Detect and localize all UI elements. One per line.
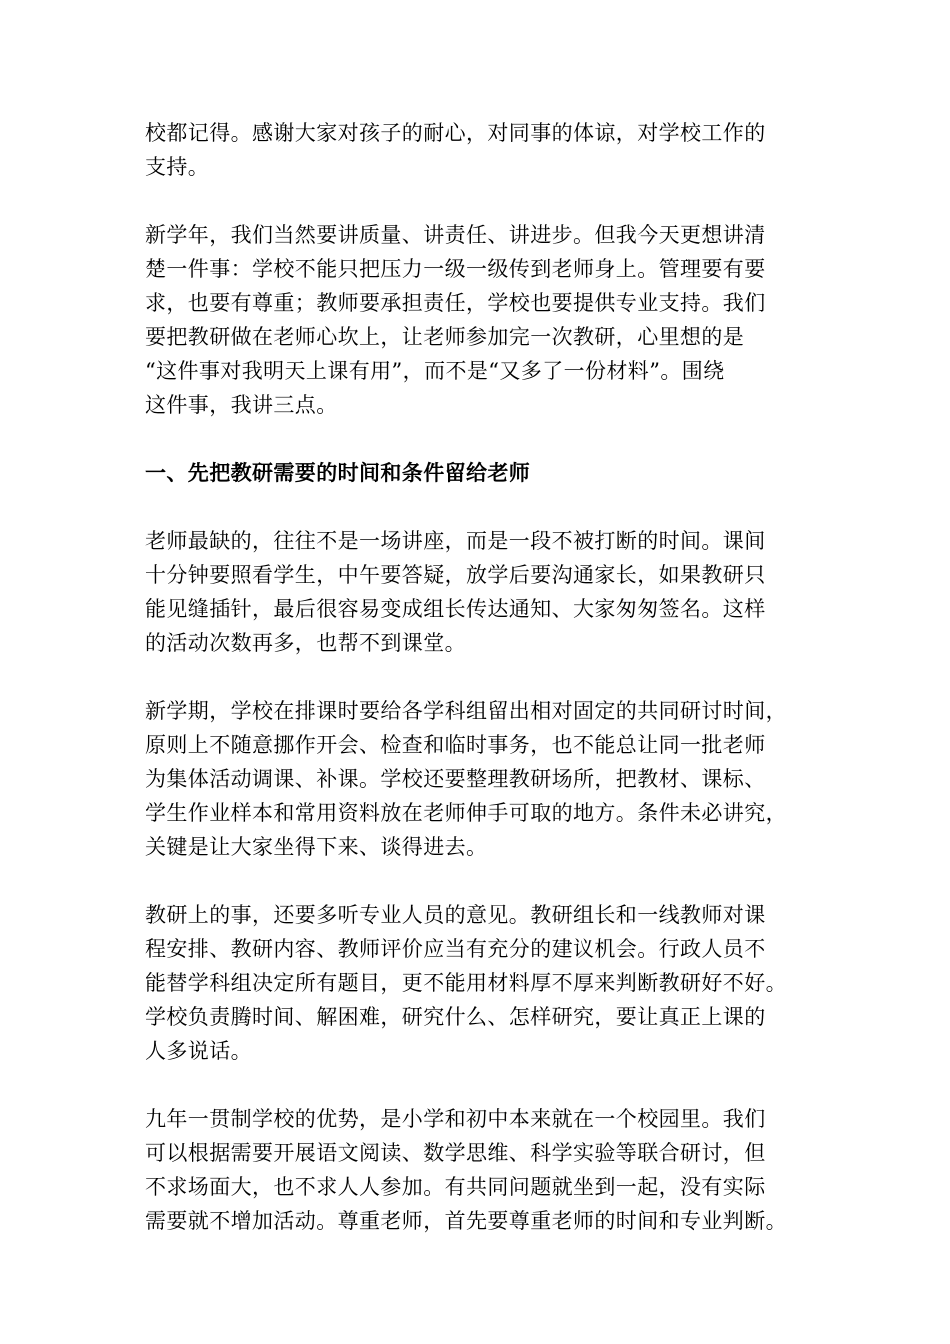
paragraph [145, 524, 810, 660]
text-line: 程安排、教研内容、教师评价应当有充分的建议机会。行政人员不 [145, 937, 766, 961]
text-line: 的活动次数再多，也帮不到课堂。 [145, 631, 466, 655]
text-line: 十分钟要照看学生，中午要答疑，放学后要沟通家长，如果教研只 [145, 563, 766, 587]
paragraph [145, 218, 810, 422]
text-line: 关键是让大家坐得下来、谈得进去。 [145, 835, 488, 859]
section-heading [145, 456, 810, 490]
text-line: 能见缝插针，最后很容易变成组长传达通知、大家匆匆签名。这样 [145, 597, 766, 621]
text-line: 能替学科组决定所有题目，更不能用材料厚不厚来判断教研好不好。 [145, 971, 787, 995]
text-line: 新学期，学校在排课时要给各学科组留出相对固定的共同研讨时间， [145, 699, 787, 723]
text-line: “这件事对我明天上课有用”，而不是“又多了一份材料”。围绕 [145, 359, 725, 383]
text-line: 老师最缺的，往往不是一场讲座，而是一段不被打断的时间。课间 [145, 529, 766, 553]
text-line: 校都记得。感谢大家对孩子的耐心，对同事的体谅，对学校工作的 [145, 121, 766, 145]
text-line: 楚一件事：学校不能只把压力一级一级传到老师身上。管理要有要 [145, 257, 766, 281]
text-line: 教研上的事，还要多听专业人员的意见。教研组长和一线教师对课 [145, 903, 766, 927]
text-line: 这件事，我讲三点。 [145, 393, 338, 417]
text-line: 学校负责腾时间、解困难，研究什么、怎样研究，要让真正上课的 [145, 1005, 766, 1029]
text-line: 要把教研做在老师心坎上，让老师参加完一次教研，心里想的是 [145, 325, 745, 349]
document-body [145, 116, 810, 1272]
paragraph [145, 1102, 810, 1238]
paragraph [145, 116, 810, 184]
paragraph [145, 694, 810, 864]
text-line: 可以根据需要开展语文阅读、数学思维、科学实验等联合研讨，但 [145, 1141, 766, 1165]
text-line: 学生作业样本和常用资料放在老师伸手可取的地方。条件未必讲究， [145, 801, 787, 825]
text-line: 为集体活动调课、补课。学校还要整理教研场所，把教材、课标、 [145, 767, 766, 791]
text-line: 不求场面大，也不求人人参加。有共同问题就坐到一起，没有实际 [145, 1175, 766, 1199]
text-line: 新学年，我们当然要讲质量、讲责任、讲进步。但我今天更想讲清 [145, 223, 766, 247]
text-line: 求，也要有尊重；教师要承担责任，学校也要提供专业支持。我们 [145, 291, 766, 315]
text-line: 需要就不增加活动。尊重老师，首先要尊重老师的时间和专业判断。 [145, 1209, 787, 1233]
text-line: 人多说话。 [145, 1039, 252, 1063]
text-line: 九年一贯制学校的优势，是小学和初中本来就在一个校园里。我们 [145, 1107, 766, 1131]
text-line: 原则上不随意挪作开会、检查和临时事务，也不能总让同一批老师 [145, 733, 766, 757]
text-line: 支持。 [145, 155, 210, 179]
heading-line: 一、先把教研需要的时间和条件留给老师 [145, 460, 531, 485]
paragraph [145, 898, 810, 1068]
